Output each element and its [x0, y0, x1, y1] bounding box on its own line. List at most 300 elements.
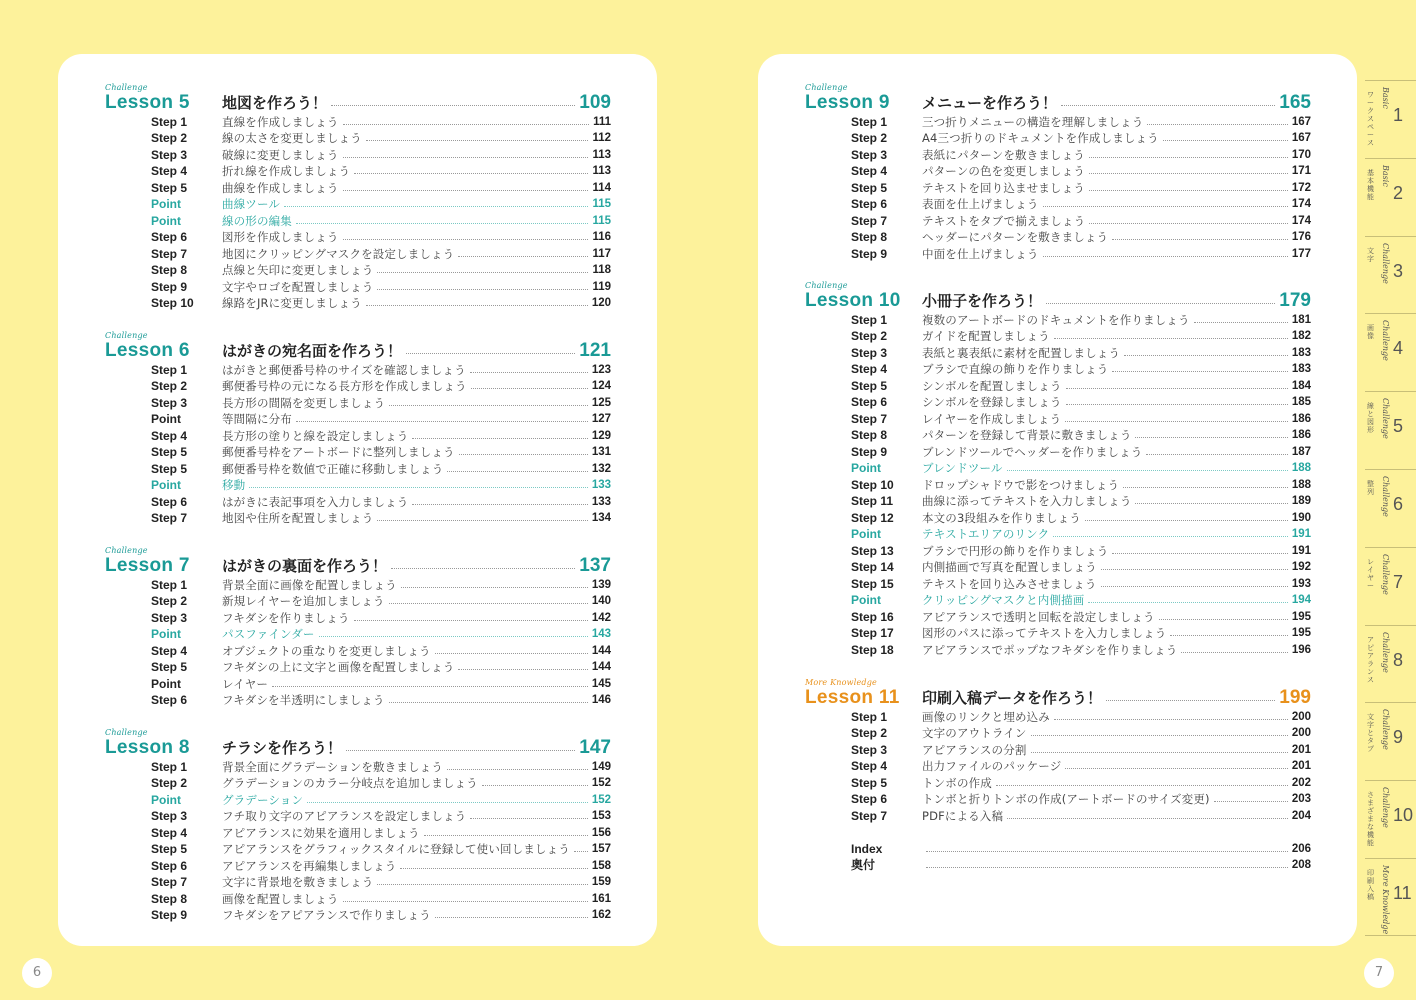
entry-title: 地図にクリッピングマスクを設定しましょう [222, 246, 455, 261]
entry-label: Step 1 [151, 759, 188, 774]
toc-entry[interactable] [105, 362, 611, 379]
entry-label: Point [851, 527, 881, 542]
dot-leader [1101, 586, 1288, 587]
entry-page: 201 [1291, 743, 1311, 756]
entry-title: テキストをタブで揃えましょう [922, 213, 1086, 228]
toc-entry[interactable] [805, 808, 1311, 825]
entry-page: 191 [1291, 528, 1311, 541]
toc-entry[interactable] [105, 660, 611, 677]
dot-leader [389, 702, 588, 703]
lesson-number: Lesson 6 [105, 340, 190, 361]
toc-entry[interactable] [105, 610, 611, 627]
entry-page: 190 [1291, 511, 1311, 524]
toc-entry[interactable] [105, 809, 611, 826]
entry-title: アピアランスで透明と回転を設定しましょう [922, 609, 1155, 624]
tab-number: 6 [1393, 493, 1404, 514]
dot-leader [1194, 322, 1288, 323]
entry-page: 183 [1291, 346, 1311, 359]
entry-label: Step 5 [851, 775, 888, 790]
toc-entry[interactable] [805, 543, 1311, 560]
dot-leader [354, 173, 588, 174]
toc-entry[interactable] [805, 411, 1311, 428]
entry-title: フキダシを作りましょう [222, 610, 350, 625]
entry-page: 134 [591, 512, 611, 525]
tab-name: 画像 [1367, 324, 1374, 341]
toc-entry[interactable] [105, 875, 611, 892]
entry-label: Step 8 [851, 230, 888, 245]
entry-title: テキストを回り込ませましょう [922, 180, 1085, 195]
lesson-kicker: More Knowledge [805, 678, 877, 687]
entry-title: 画像を配置しましょう [222, 891, 339, 906]
entry-title: シンボルを配置しましょう [922, 378, 1062, 393]
toc-entry[interactable] [105, 461, 611, 478]
toc-entry[interactable] [105, 577, 611, 594]
toc-entry[interactable] [805, 527, 1311, 544]
entry-label: Step 2 [851, 131, 888, 146]
entry-page: 186 [1291, 412, 1311, 425]
entry-title: PDFによる入稿 [922, 808, 1004, 823]
dot-leader [249, 487, 588, 488]
entry-page: 127 [591, 413, 611, 426]
dot-leader [354, 620, 588, 621]
entry-title: フチ取り文字のアピアランスを設定しましょう [222, 809, 467, 824]
entry-label: Step 6 [851, 197, 888, 212]
toc-entry[interactable] [105, 908, 611, 925]
entry-title: テキストを回り込みさせましょう [922, 576, 1097, 591]
dot-leader [1089, 190, 1288, 191]
dot-leader [1061, 105, 1275, 106]
entry-title: 本文の3段組みを作りましょう [922, 510, 1081, 525]
toc-entry[interactable] [805, 329, 1311, 346]
entry-title: 表面を仕上げましょう [922, 197, 1039, 212]
entry-title: フキダシの上に文字と画像を配置しましょう [222, 660, 455, 675]
entry-label: Step 5 [151, 445, 188, 460]
entry-label: Step 4 [151, 643, 188, 658]
entry-page: 113 [592, 148, 611, 161]
entry-page: 167 [1291, 115, 1311, 128]
dot-leader [1054, 338, 1288, 339]
entry-label: Step 7 [151, 246, 188, 261]
toc-entry[interactable] [805, 858, 1311, 875]
entry-page: 139 [591, 578, 611, 591]
toc-entry[interactable] [805, 428, 1311, 445]
page-number-right: 7 [1364, 958, 1394, 988]
toc-entry[interactable] [105, 478, 611, 495]
entry-page: 185 [1291, 396, 1311, 409]
entry-label: Step 6 [851, 395, 888, 410]
entry-page: 193 [1291, 577, 1311, 590]
chapter-tab[interactable] [1365, 469, 1416, 547]
entry-label: Point [851, 593, 881, 608]
lesson-section [805, 679, 1311, 874]
entry-label: Point [151, 627, 181, 642]
toc-entry[interactable] [105, 230, 611, 247]
toc-entry[interactable] [805, 461, 1311, 478]
entry-label: Step 2 [151, 776, 188, 791]
tab-name: 線と図形 [1367, 402, 1374, 435]
entry-page: 188 [1291, 462, 1311, 475]
entry-label: Step 8 [151, 891, 188, 906]
entry-title: 等間隔に分布 [222, 412, 292, 427]
toc-entry[interactable] [805, 312, 1311, 329]
dot-leader [1065, 421, 1288, 422]
toc-entry[interactable] [105, 594, 611, 611]
toc-entry[interactable] [105, 759, 611, 776]
entry-label: Step 10 [851, 477, 894, 492]
entry-title: 文字に背景地を敷きましょう [222, 875, 374, 890]
dot-leader [435, 917, 588, 918]
entry-label: Point [151, 197, 181, 212]
entry-label: Step 3 [151, 809, 188, 824]
entry-page: 120 [591, 297, 611, 310]
lesson-section [805, 282, 1311, 659]
toc-entry[interactable] [805, 841, 1311, 858]
entry-label: Step 1 [151, 577, 188, 592]
dot-leader [1146, 454, 1287, 455]
lesson-heading[interactable] [805, 92, 1311, 114]
tab-name: 基本機能 [1367, 168, 1374, 201]
entry-label: Step 3 [851, 742, 888, 757]
lesson-page: 179 [1279, 290, 1311, 311]
entry-title: フキダシをアピアランスで作りましょう [222, 908, 431, 923]
entry-label: Index [851, 841, 883, 856]
lesson-section [105, 729, 611, 924]
toc-entry[interactable] [805, 494, 1311, 511]
entry-page: 186 [1291, 429, 1311, 442]
lesson-heading[interactable] [105, 737, 611, 759]
lesson-title: 地図を作ろう！ [222, 94, 328, 112]
chapter-tab[interactable] [1365, 858, 1416, 936]
chapter-tab[interactable] [1365, 313, 1416, 391]
toc-entry[interactable] [105, 412, 611, 429]
toc-entry[interactable] [105, 296, 611, 313]
entry-page: 114 [592, 181, 611, 194]
entry-title: 移動 [222, 478, 246, 493]
entry-label: Step 3 [151, 610, 188, 625]
entry-page: 149 [591, 760, 611, 773]
entry-title: 曲線ツール [222, 197, 281, 212]
entry-page: 200 [1291, 727, 1311, 740]
toc-entry[interactable] [805, 164, 1311, 181]
lesson-section [805, 84, 1311, 263]
entry-title: 長方形の間隔を変更しましょう [222, 395, 386, 410]
entry-label: Step 12 [851, 510, 894, 525]
lesson-page: 165 [1279, 92, 1311, 113]
entry-page: 200 [1291, 710, 1311, 723]
lesson-page: 109 [579, 92, 611, 113]
toc-entry[interactable] [805, 345, 1311, 362]
toc-entry[interactable] [105, 776, 611, 793]
entry-title: 線の太さを変更しましょう [222, 131, 362, 146]
dot-leader [389, 603, 588, 604]
toc-entry[interactable] [105, 693, 611, 710]
entry-label: Step 7 [151, 511, 188, 526]
dot-leader [1089, 173, 1288, 174]
toc-entry[interactable] [105, 676, 611, 693]
toc-entry[interactable] [805, 230, 1311, 247]
tab-number: 3 [1393, 260, 1404, 281]
entry-page: 184 [1291, 379, 1311, 392]
lesson-kicker: Challenge [105, 83, 148, 92]
toc-entry[interactable] [805, 147, 1311, 164]
toc-entry[interactable] [105, 164, 611, 181]
toc-entry[interactable] [105, 858, 611, 875]
lesson-heading[interactable] [105, 340, 611, 362]
entry-title: 直線を作成しましょう [222, 114, 339, 129]
tab-number: 7 [1393, 571, 1404, 592]
lesson-kicker: Challenge [105, 331, 148, 340]
dot-leader [307, 802, 588, 803]
toc-entry[interactable] [105, 246, 611, 263]
entry-page: 191 [1291, 544, 1311, 557]
lesson-kicker: Challenge [105, 546, 148, 555]
lesson-page: 121 [579, 340, 611, 361]
entry-label: 奥付 [851, 858, 876, 873]
toc-entry[interactable] [105, 825, 611, 842]
chapter-tab[interactable] [1365, 547, 1416, 625]
entry-label: Step 3 [151, 395, 188, 410]
toc-entry[interactable] [805, 131, 1311, 148]
toc-entry[interactable] [105, 263, 611, 280]
lesson-title: メニューを作ろう！ [922, 94, 1058, 112]
entry-title: ブレンドツールでヘッダーを作りましょう [922, 444, 1143, 459]
right-page [758, 54, 1357, 946]
toc-entry[interactable] [105, 131, 611, 148]
toc-entry[interactable] [105, 891, 611, 908]
entry-page: 118 [592, 264, 611, 277]
toc-entry[interactable] [805, 626, 1311, 643]
tab-kind: Challenge [1381, 320, 1390, 362]
entry-page: 115 [592, 214, 611, 227]
dot-leader [1089, 223, 1288, 224]
entry-title: 郵便番号枠を数値で正確に移動しましょう [222, 461, 444, 476]
entry-title: グラデーションのカラー分岐点を追加しましょう [222, 776, 478, 791]
tab-kind: Challenge [1381, 631, 1390, 673]
toc-entry[interactable] [105, 147, 611, 164]
chapter-tab[interactable] [1365, 780, 1416, 858]
toc-entry[interactable] [805, 709, 1311, 726]
entry-title: 新規レイヤーを追加しましょう [222, 594, 385, 609]
dot-leader [319, 636, 588, 637]
entry-page: 201 [1291, 760, 1311, 773]
entry-page: 129 [591, 429, 611, 442]
toc-entry[interactable] [805, 362, 1311, 379]
dot-leader [296, 223, 589, 224]
toc-entry[interactable] [805, 510, 1311, 527]
entry-title: トンボと折りトンボの作成(アートボードのサイズ変更) [922, 792, 1210, 807]
entry-label: Step 5 [151, 180, 188, 195]
lesson-kicker: Challenge [805, 281, 848, 290]
entry-title: 郵便番号枠の元になる長方形を作成しましょう [222, 379, 467, 394]
entry-page: 159 [591, 876, 611, 889]
toc-entry[interactable] [805, 180, 1311, 197]
tab-name: 文字とタブ [1367, 713, 1374, 754]
entry-label: Step 16 [851, 609, 894, 624]
toc-entry[interactable] [105, 445, 611, 462]
lesson-number: Lesson 5 [105, 92, 190, 113]
lesson-title: 小冊子を作ろう！ [922, 292, 1043, 310]
lesson-kicker: Challenge [105, 728, 148, 737]
chapter-tab[interactable] [1365, 391, 1416, 469]
entry-page: 115 [592, 198, 611, 211]
dot-leader [471, 388, 588, 389]
entry-label: Step 9 [151, 279, 188, 294]
entry-title: ヘッダーにパターンを敷きましょう [922, 230, 1109, 245]
toc-entry[interactable] [805, 792, 1311, 809]
entry-title: レイヤー [222, 676, 269, 691]
chapter-tab[interactable] [1365, 702, 1416, 780]
lesson-heading[interactable] [805, 290, 1311, 312]
entry-title: 曲線を作成しましょう [222, 180, 339, 195]
tab-kind: Challenge [1381, 709, 1390, 751]
toc-entry[interactable] [805, 593, 1311, 610]
entry-title: フキダシを半透明にしましょう [222, 693, 385, 708]
chapter-tab[interactable] [1365, 625, 1416, 703]
dot-leader [389, 405, 588, 406]
entry-page: 132 [591, 462, 611, 475]
toc-entry[interactable] [805, 477, 1311, 494]
entry-page: 172 [1291, 181, 1311, 194]
toc-entry[interactable] [805, 726, 1311, 743]
entry-title: 地図や住所を配置しましょう [222, 511, 374, 526]
lesson-heading[interactable] [805, 687, 1311, 709]
toc-entry[interactable] [805, 114, 1311, 131]
toc-entry[interactable] [805, 213, 1311, 230]
entry-label: Step 1 [851, 312, 888, 327]
dot-leader [331, 105, 575, 106]
dot-leader [1112, 239, 1288, 240]
lesson-number: Lesson 11 [805, 687, 900, 708]
entry-label: Step 4 [151, 164, 188, 179]
entry-page: 177 [1291, 247, 1311, 260]
dot-leader [1066, 404, 1288, 405]
entry-label: Step 11 [851, 494, 894, 509]
entry-page: 116 [592, 231, 611, 244]
entry-label: Step 2 [151, 131, 188, 146]
toc-entry[interactable] [805, 395, 1311, 412]
toc-entry[interactable] [105, 114, 611, 131]
lesson-section [105, 332, 611, 527]
entry-label: Step 15 [851, 576, 894, 591]
entry-page: 133 [591, 479, 611, 492]
toc-entry[interactable] [805, 378, 1311, 395]
dot-leader [459, 454, 588, 455]
toc-entry[interactable] [805, 197, 1311, 214]
chapter-tab[interactable] [1365, 236, 1416, 314]
toc-entry[interactable] [105, 494, 611, 511]
dot-leader [1214, 801, 1288, 802]
entry-label: Point [851, 461, 881, 476]
entry-title: テキストエリアのリンク [922, 527, 1050, 542]
tab-kind: Challenge [1381, 553, 1390, 595]
entry-title: クリッピングマスクと内側描画 [922, 593, 1085, 608]
entry-page: 161 [591, 892, 611, 905]
toc-entry[interactable] [105, 511, 611, 528]
toc-entry[interactable] [105, 428, 611, 445]
dot-leader [1101, 569, 1288, 570]
dot-leader [400, 868, 587, 869]
dot-leader [996, 785, 1288, 786]
dot-leader [1043, 206, 1288, 207]
toc-entry[interactable] [805, 560, 1311, 577]
toc-entry[interactable] [105, 379, 611, 396]
toc-entry[interactable] [105, 842, 611, 859]
toc-entry[interactable] [105, 643, 611, 660]
toc-entry[interactable] [105, 395, 611, 412]
lesson-number: Lesson 7 [105, 555, 190, 576]
lesson-page: 147 [579, 737, 611, 758]
entry-page: 182 [1291, 330, 1311, 343]
entry-label: Step 1 [851, 709, 888, 724]
dot-leader [1106, 700, 1275, 701]
toc-entry[interactable] [105, 279, 611, 296]
entry-title: 中面を仕上げましょう [922, 246, 1039, 261]
entry-page: 206 [1291, 842, 1311, 855]
entry-page: 195 [1291, 627, 1311, 640]
entry-title: アピアランスをグラフィックスタイルに登録して使い回しましょう [222, 842, 570, 857]
lesson-number: Lesson 8 [105, 737, 190, 758]
dot-leader [1066, 388, 1288, 389]
dot-leader [1065, 768, 1287, 769]
dot-leader [482, 785, 588, 786]
toc-entry[interactable] [805, 246, 1311, 263]
entry-label: Point [151, 412, 181, 427]
entry-page: 111 [593, 115, 611, 128]
toc-entry[interactable] [805, 742, 1311, 759]
dot-leader [343, 901, 588, 902]
chapter-tab[interactable] [1365, 158, 1416, 236]
dot-leader [1043, 256, 1288, 257]
lesson-heading[interactable] [105, 92, 611, 114]
page-number-left: 6 [22, 958, 52, 988]
dot-leader [1170, 635, 1287, 636]
toc-entry[interactable] [105, 627, 611, 644]
entry-page: 144 [591, 644, 611, 657]
entry-page: 124 [591, 380, 611, 393]
lesson-heading[interactable] [105, 555, 611, 577]
toc-entry[interactable] [105, 792, 611, 809]
dot-leader [343, 190, 589, 191]
toc-entry[interactable] [805, 444, 1311, 461]
entry-label: Step 8 [851, 428, 888, 443]
entry-label: Step 10 [151, 296, 194, 311]
toc-entry[interactable] [805, 759, 1311, 776]
entry-title: トンボの作成 [922, 775, 992, 790]
entry-page: 189 [1291, 495, 1311, 508]
entry-title: 曲線に添ってテキストを入力しましょう [922, 494, 1132, 509]
lesson-section [105, 84, 611, 312]
dot-leader [1135, 503, 1287, 504]
toc-entry[interactable] [805, 609, 1311, 626]
dot-leader [1085, 520, 1288, 521]
toc-entry[interactable] [805, 642, 1311, 659]
toc-entry[interactable] [105, 197, 611, 214]
toc-entry[interactable] [105, 213, 611, 230]
tab-kind: Challenge [1381, 475, 1390, 517]
entry-title: 線路をJRに変更しましょう [222, 296, 362, 311]
toc-entry[interactable] [105, 180, 611, 197]
lesson-title: 印刷入稿データを作ろう！ [922, 689, 1103, 707]
entry-page: 188 [1291, 478, 1311, 491]
tab-number: 11 [1393, 882, 1412, 903]
entry-label: Step 4 [151, 825, 188, 840]
tab-number: 10 [1393, 805, 1414, 826]
entry-page: 171 [1291, 165, 1311, 178]
entry-title: ブラシで直線の飾りを作りましょう [922, 362, 1109, 377]
toc-entry[interactable] [805, 775, 1311, 792]
toc-entry[interactable] [805, 576, 1311, 593]
chapter-tab[interactable] [1365, 80, 1416, 158]
